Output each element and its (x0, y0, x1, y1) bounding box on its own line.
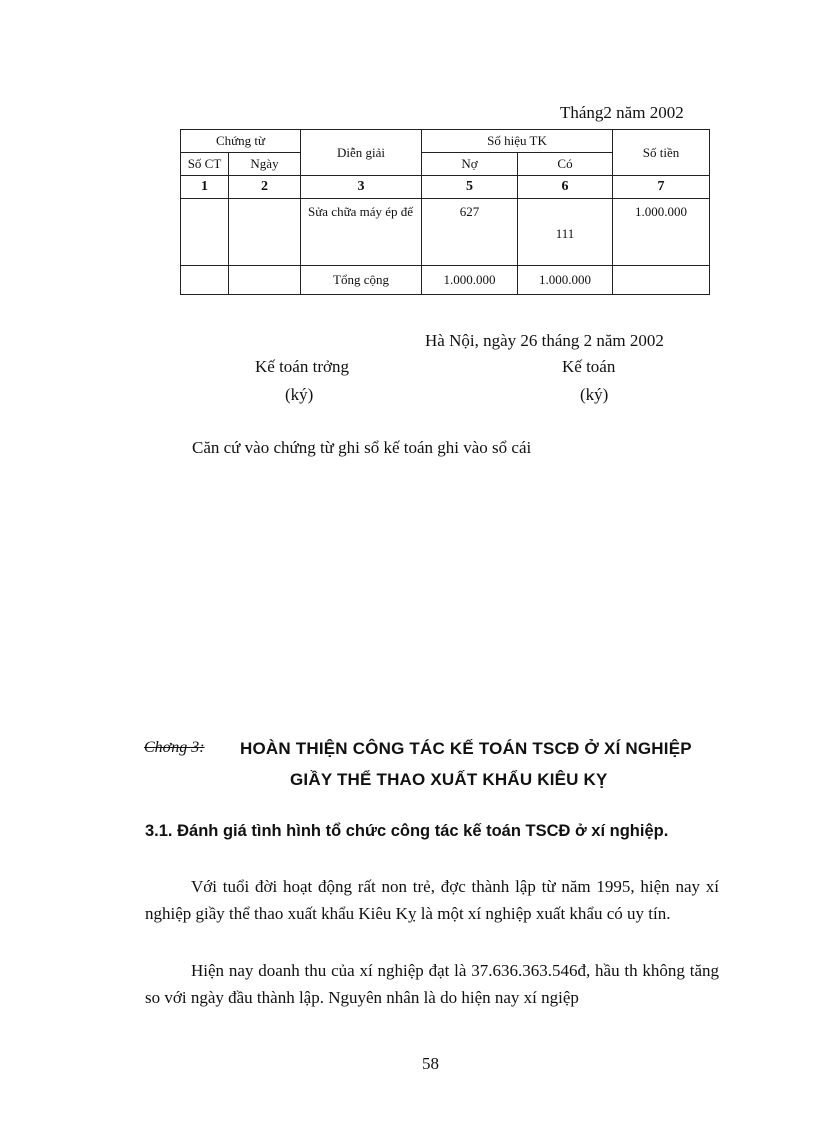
header-doc-date: Ngày (229, 153, 301, 176)
total-amount (613, 266, 710, 295)
row-doc-no (181, 199, 229, 266)
column-number: 7 (613, 176, 710, 199)
column-number: 5 (422, 176, 518, 199)
journal-voucher-table (180, 129, 710, 295)
row-debit-cell (422, 199, 518, 266)
total-label: Tổng cộng (301, 266, 422, 295)
row-description: Sửa chữa máy ép đế (308, 204, 414, 219)
header-account-group: Số hiệu TK (422, 130, 613, 153)
column-number: 6 (518, 176, 613, 199)
row-doc-date (229, 199, 301, 266)
chief-accountant-title: Kế toán trởng (255, 357, 349, 376)
place-date: Hà Nội, ngày 26 tháng 2 năm 2002 (425, 331, 664, 350)
header-doc-no: Số CT (181, 153, 229, 176)
header-amount: Số tiền (613, 130, 710, 176)
total-empty (181, 266, 229, 295)
paragraph: Với tuổi đời hoạt động rất non trẻ, đợc thành lập từ năm 1995, hiện nay xí nghiệp giầy thể thao xuất khẩu Kiêu Kỵ là một xí nghiệp xuất khẩu có uy tín. (145, 877, 719, 923)
header-doc-group: Chứng từ (181, 130, 301, 153)
chapter-title-line2: GIẦY THỂ THAO XUẤT KHẨU KIÊU KỴ (290, 770, 608, 789)
ledger-note: Căn cứ vào chứng từ ghi sổ kế toán ghi vào sổ cái (192, 438, 532, 457)
row-credit: 111 (555, 226, 575, 241)
column-number: 1 (181, 176, 229, 199)
accountant-title: Kế toán (562, 357, 616, 376)
total-debit: 1.000.000 (422, 266, 518, 295)
header-date: Tháng2 năm 2002 (560, 103, 684, 122)
row-description-cell (301, 199, 422, 266)
header-credit: Có (518, 153, 613, 176)
row-credit-cell (518, 199, 613, 266)
accountant-sign: (ký) (580, 385, 609, 404)
row-debit: 627 (459, 204, 480, 219)
total-empty (229, 266, 301, 295)
header-description: Diễn giải (301, 130, 422, 176)
header-debit: Nợ (422, 153, 518, 176)
table-row (181, 199, 710, 266)
paragraph: Hiện nay doanh thu của xí nghiệp đạt là 37.636.363.546đ, hầu th không tăng so với ngày đầu thành lập. Nguyên nhân là do hiện nay xí ngiệp (145, 961, 719, 1007)
row-amount-cell (613, 199, 710, 266)
section-heading: 3.1. Đánh giá tình hình tổ chức công tác kế toán TSCĐ ở xí nghiệp. (145, 822, 669, 840)
table-total-row (181, 266, 710, 295)
chief-accountant-sign: (ký) (285, 385, 314, 404)
total-credit: 1.000.000 (518, 266, 613, 295)
page-number: 58 (422, 1054, 439, 1073)
chapter-title-line1: HOÀN THIỆN CÔNG TÁC KẾ TOÁN TSCĐ Ở XÍ NGHIỆP (240, 739, 692, 758)
column-number: 2 (229, 176, 301, 199)
chapter-label: Chơng 3: (144, 739, 205, 756)
column-number: 3 (301, 176, 422, 199)
row-amount: 1.000.000 (635, 204, 687, 219)
